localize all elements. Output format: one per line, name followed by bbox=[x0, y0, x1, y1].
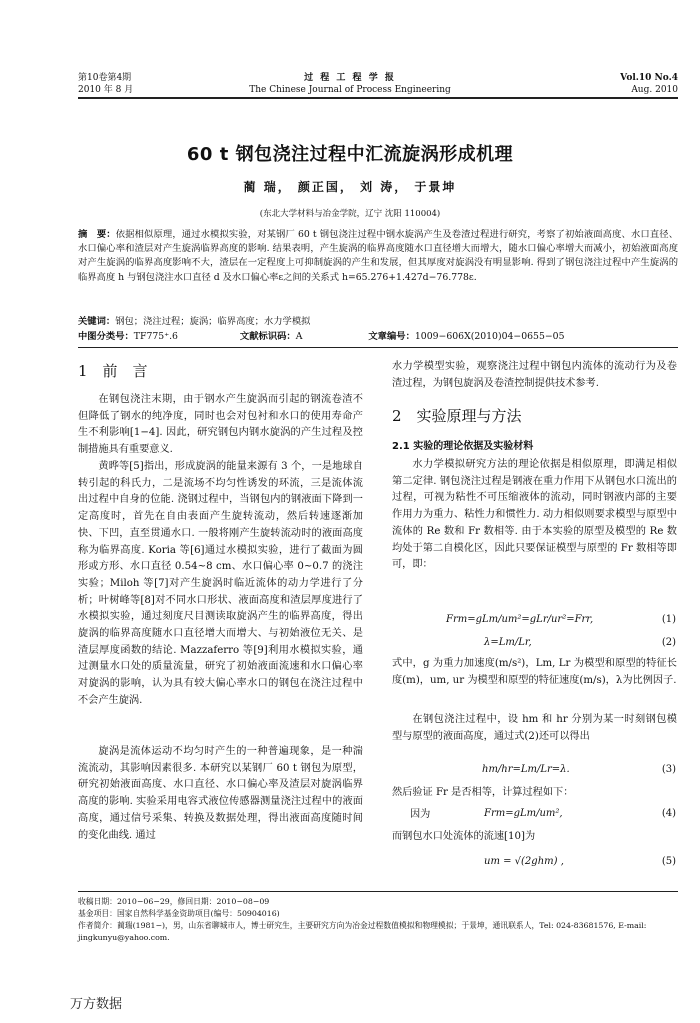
equation-3: hm/hr=Lm/Lr=λ. bbox=[482, 764, 570, 775]
section-2-paragraph-1: 水力学模拟研究方法的理论依据是相似原理，即满足相似第二定律. 钢包浇注过程是钢液在重力作用下从钢包水口流出的过程，可视为粘性不可压缩液体的流动，同时钢液内部的主要作用力为重力、粘性力和惯性力. 动力相似则要求模型与原型中流体的 Re 数和 Fr 数相等. 由于本实验的原型及模型的 Re 数均处于第二自模化区，因此只要保证模型与原型的 Fr 数相等即可，即： bbox=[392, 459, 677, 571]
header-date-cn: 2010 年 8 月 bbox=[78, 85, 134, 95]
equation-1-number: (1) bbox=[661, 614, 676, 625]
footnote-rule bbox=[78, 891, 678, 892]
abstract bbox=[78, 228, 678, 285]
doc-code-label: 文献标识码： bbox=[239, 331, 296, 342]
footnote-author: 作者简介：蔺瑞(1981−)，男，山东省聊城市人，博士研究生，主要研究方向为冶金过程数值模拟和物理模拟；于景坤，通讯联系人，Tel: 024-83681576, E-mail: jingkunyu@yahoo.com. bbox=[78, 921, 647, 942]
section-2-heading: 2 实验原理与方法 bbox=[392, 407, 522, 425]
section-1-paragraph-1: 在钢包浇注末期，由于钢水产生旋涡而引起的钢流卷渣不但降低了钢水的纯净度，同时也会对包衬和水口的使用寿命产生不利影响[1−4]. 因此，研究钢包内钢水旋涡的产生过程及控制措施具有重要意义. bbox=[78, 394, 363, 456]
keywords-label: 关键词： bbox=[78, 316, 116, 327]
section-1-paragraph-3: 旋涡是流体运动不均匀时产生的一种普遍现象，是一种湍流流动，其影响因素很多. 本研究以某钢厂 60 t 钢包为原型，研究初始液面高度、水口直径、水口偏心率及渣层对旋涡临界高度的影响. 实验采用电容式液位传感器测量浇注过程中的液面高度，通过信号采集、转换及数据处理，得出液面高度随时间的变化曲线. 通过 bbox=[78, 746, 363, 841]
keywords bbox=[78, 315, 678, 329]
header-journal-en: The Chinese Journal of Process Engineering bbox=[249, 85, 451, 95]
header-rule bbox=[78, 97, 678, 99]
subsection-2-1-heading: 2.1 实验的理论依据及实验材料 bbox=[392, 441, 534, 452]
abstract-label: 摘 要： bbox=[78, 229, 116, 240]
article-number-label: 文章编号： bbox=[368, 331, 415, 342]
equation-4: Frm=gLm/um², bbox=[484, 808, 563, 819]
footnote-received: 收稿日期：2010−06−29，修回日期：2010−08−09 bbox=[78, 897, 270, 906]
right-column-continuation: 水力学模型实验，观察浇注过程中钢包内流体的流动行为及卷渣过程，为钢包旋涡及卷渣控制提供技术参考. bbox=[392, 361, 677, 389]
header-volume-cn: 第10卷第4期 bbox=[78, 73, 132, 83]
equation-5-number: (5) bbox=[661, 856, 676, 867]
section-1-heading: 1 前 言 bbox=[78, 362, 148, 380]
footnote-fund: 基金项目：国家自然科学基金资助项目(编号：50904016) bbox=[78, 909, 280, 918]
keywords-text: 钢包；浇注过程；旋涡；临界高度；水力学模拟 bbox=[115, 316, 311, 327]
equation-1: Frm=gLm/um²=gLr/ur²=Frr, bbox=[446, 614, 594, 625]
equation-2-number: (2) bbox=[661, 637, 676, 648]
abstract-rule bbox=[78, 347, 678, 348]
author-list: 蔺 瑞， 颜正国， 刘 涛， 于景坤 bbox=[243, 180, 457, 194]
equation-2: λ=Lm/Lr, bbox=[484, 637, 532, 648]
section-1-paragraph-2: 黄晔等[5]指出，形成旋涡的能量来源有 3 个，一是地球自转引起的科氏力，二是流场不均匀性诱发的环流，三是流体流出过程中自身的位能. 浇钢过程中，当钢包内的钢液面下降到一定高度时，首先在自由表面产生旋转流动，然后转速逐渐加快、下凹，直至贯通水口. 一般将刚产生旋转流动时的液面高度称为临界高度. Koria 等[6]通过水模拟实验，进行了截面为圆形或方形、水口直径 0.54~8 cm、水口偏心率 0~0.7 的浇注实验；Miloh 等[7]对产生旋涡时临近流体的动力学进行了分析；叶树峰等[8]对不同水口形状、液面高度和渣层厚度进行了水模拟实验，通过刻度尺目测读取旋涡产生的临界高度，得出旋涡的临界高度随水口直径增大而增大、与初始液位无关、是渣层厚度函数的结论. Mazzaferro 等[9]利用水模拟实验，通过测量水口处的质量流量，研究了初始液面流速和水口偏心率对旋涡的影响，认为具有较大偏心率水口的钢包在浇注过程中不会产生旋涡. bbox=[78, 461, 363, 706]
equation-4-lead: 因为 bbox=[410, 809, 431, 820]
doc-code-value: A bbox=[295, 331, 303, 342]
clc-value: TF775⁺.6 bbox=[133, 331, 178, 342]
wanfang-watermark: 万方数据 bbox=[70, 997, 123, 1012]
classification-line bbox=[78, 330, 678, 344]
section-2-paragraph-4: 然后验证 Fr 是否相等，计算过程如下： bbox=[392, 787, 574, 798]
section-2-paragraph-3: 在钢包浇注过程中，设 hm 和 hr 分别为某一时刻钢包模型与原型的液面高度，通过式(2)还可以得出 bbox=[392, 714, 677, 742]
equation-5: um = √(2ghm) , bbox=[484, 856, 564, 867]
header-volume-en: Vol.10 No.4 bbox=[620, 73, 678, 83]
section-2-paragraph-5: 而钢包水口处流体的流速[10]为 bbox=[392, 831, 536, 842]
header-date-en: Aug. 2010 bbox=[631, 85, 678, 95]
header-journal-cn: 过 程 工 程 学 报 bbox=[304, 73, 396, 83]
clc-label: 中图分类号： bbox=[78, 331, 134, 342]
affiliation: (东北大学材料与冶金学院，辽宁 沈阳 110004) bbox=[259, 209, 441, 219]
paper-title: 60 t 钢包浇注过程中汇流旋涡形成机理 bbox=[186, 144, 514, 165]
abstract-text: 依据相似原理，通过水模拟实验，对某钢厂 60 t 钢包浇注过程中钢水旋涡产生及卷渣过程进行研究，考察了初始液面高度、水口直径、水口偏心率和渣层对产生旋涡临界高度的影响. 结果表明，产生旋涡的临界高度随水口直径增大而增大，随水口偏心率增大而减小，初始液面高度对产生旋涡的临界高度影响不大，渣层在一定程度上可抑制旋涡的产生和发展，但其厚度对旋涡没有明显影响. 得到了钢包浇注过程中产生旋涡的临界高度 h 与钢包浇注水口直径 d 及水口偏心率ε之间的关系式 h=65.276+1.427d−76.778ε. bbox=[78, 229, 678, 283]
article-number-value: 1009−606X(2010)04−0655−05 bbox=[414, 331, 565, 342]
equation-3-number: (3) bbox=[661, 764, 676, 775]
section-2-paragraph-2: 式中，g 为重力加速度(m/s²)，Lm, Lr 为模型和原型的特征长度(m)，um, ur 为模型和原型的特征速度(m/s)，λ为比例因子. bbox=[392, 658, 677, 686]
equation-4-number: (4) bbox=[661, 808, 676, 819]
